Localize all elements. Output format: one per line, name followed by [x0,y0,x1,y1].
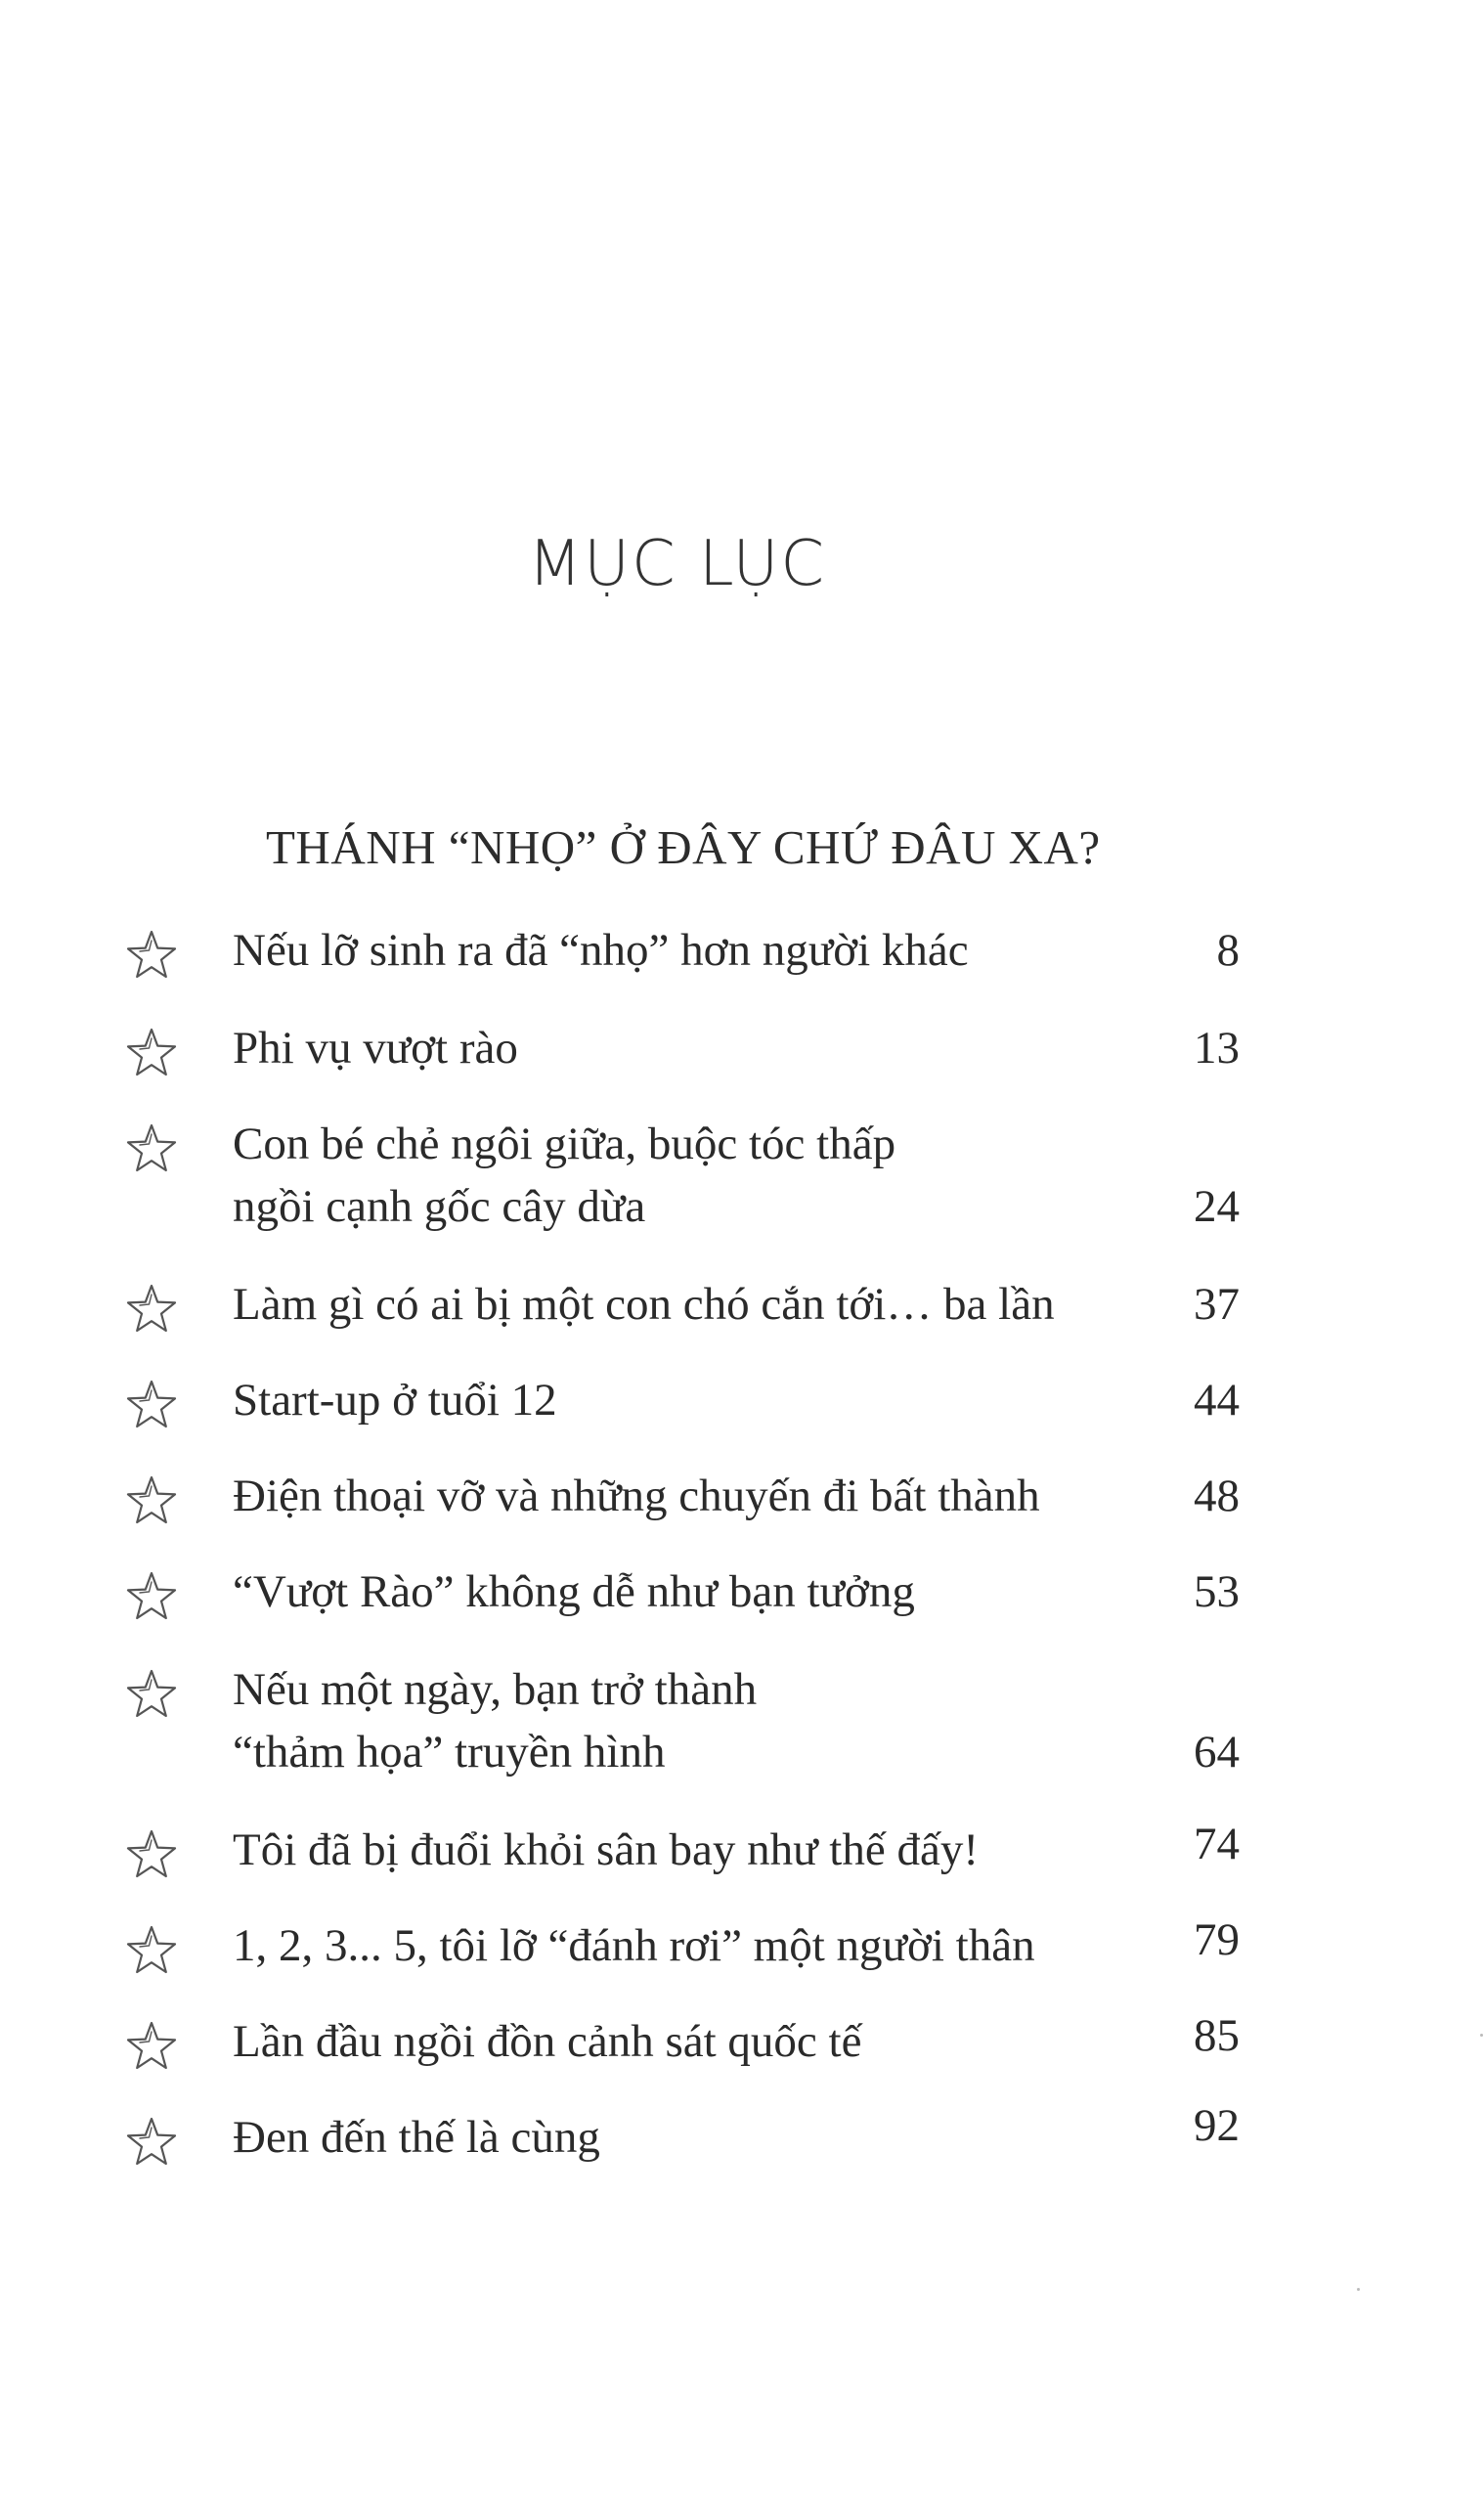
paper-speck [1357,2288,1360,2291]
entry-title-line: Lần đầu ngồi đồn cảnh sát quốc tế [233,2016,862,2067]
entry-page-number: 74 [1194,1819,1240,1869]
entry-title [233,1658,1093,1783]
entry-title-line: Đen đến thế là cùng [233,2112,600,2163]
star-outline-icon [125,1379,178,1431]
star-outline-icon [125,1668,178,1721]
star-outline-icon [125,1474,178,1527]
entry-title-line: Làm gì có ai bị một con chó cắn tới… ba lần [233,1279,1055,1330]
entry-page-number: 13 [1194,1023,1240,1074]
entry-title-line: Nếu lỡ sinh ra đã “nhọ” hơn người khác [233,925,969,976]
paper-speck [1480,2034,1483,2037]
star-outline-icon [125,1828,178,1881]
entry-title-line: Phi vụ vượt rào [233,1023,518,1074]
entry-title [233,2106,1093,2169]
entry-title-line: “Vượt Rào” không dễ như bạn tưởng [233,1566,915,1617]
entry-title [233,919,1093,982]
entry-title [233,1560,1093,1623]
entry-page-number: 8 [1216,925,1240,976]
entry-title-line: ngồi cạnh gốc cây dừa [233,1181,646,1232]
entry-title-line: Start-up ở tuổi 12 [233,1375,557,1426]
entry-title [233,2010,1093,2073]
star-outline-icon [125,1122,178,1175]
star-outline-icon [125,1283,178,1336]
entry-title [233,1017,1093,1079]
entry-title-line: Điện thoại vỡ và những chuyến đi bất thành [233,1471,1040,1521]
entry-title-line: Con bé chẻ ngôi giữa, buộc tóc thấp [233,1119,896,1169]
entry-page-number: 37 [1194,1279,1240,1330]
section-heading: THÁNH “NHỌ” Ở ĐÂY CHỨ ĐÂU XA? [266,820,1101,874]
entry-title [233,1273,1093,1336]
entry-title [233,1465,1093,1527]
entry-title [233,1914,1093,1977]
entry-title [233,1113,1093,1238]
entry-title [233,1819,1093,1881]
entry-title [233,1369,1093,1431]
entry-page-number: 85 [1194,2010,1240,2061]
star-outline-icon [125,2020,178,2073]
entry-page-number: 48 [1194,1471,1240,1521]
entry-title-line: 1, 2, 3... 5, tôi lỡ “đánh rơi” một người thân [233,1920,1035,1971]
entry-page-number: 24 [1194,1181,1240,1232]
star-outline-icon [125,1924,178,1977]
entry-page-number: 79 [1194,1914,1240,1965]
star-outline-icon [125,2116,178,2169]
entry-page-number: 53 [1194,1566,1240,1617]
star-outline-icon [125,929,178,982]
entry-page-number: 44 [1194,1375,1240,1426]
entry-page-number: 64 [1194,1727,1240,1778]
star-outline-icon [125,1570,178,1623]
toc-title: MỤC LỤC [527,528,827,600]
entry-page-number: 92 [1194,2100,1240,2151]
entry-title-line: Nếu một ngày, bạn trở thành [233,1664,758,1715]
entry-title-line: “thảm họa” truyền hình [233,1727,666,1778]
entry-title-line: Tôi đã bị đuổi khỏi sân bay như thế đấy! [233,1824,979,1875]
star-outline-icon [125,1027,178,1079]
